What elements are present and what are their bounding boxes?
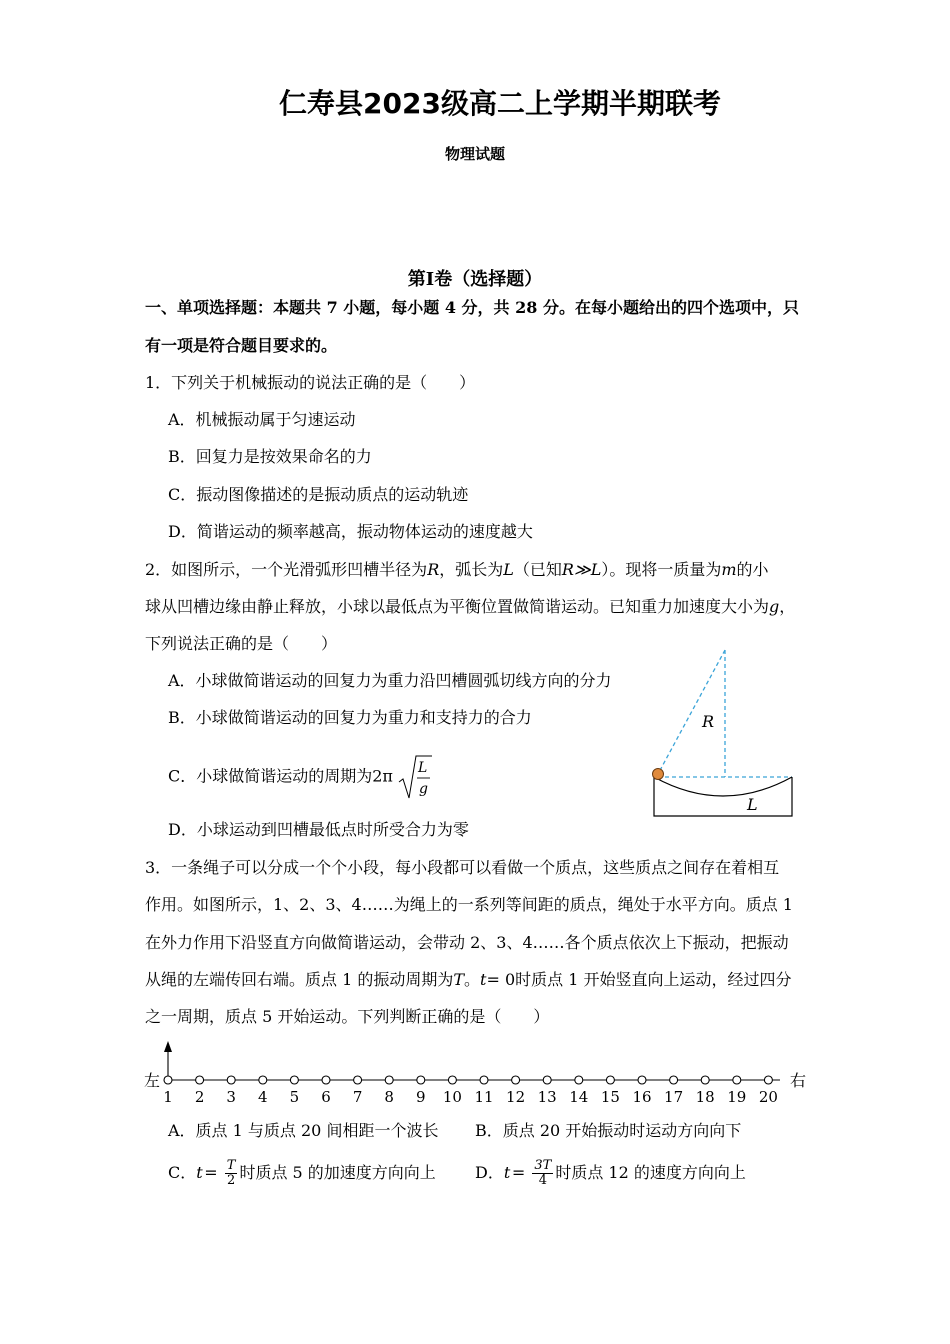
rope-point-8 [385, 1076, 393, 1084]
rope-point-14 [575, 1076, 583, 1084]
q2-option-c-sqrt [398, 754, 432, 800]
q3-stem-line1: 3．一条绳子可以分成一个个小段，每小段都可以看做一个质点，这些质点之间存在着相互 [145, 858, 780, 877]
rope-point-label-1: 1 [163, 1088, 173, 1106]
rope-point-label-5: 5 [289, 1088, 300, 1106]
rope-point-10 [448, 1076, 456, 1084]
groove-arc [654, 777, 792, 796]
label-L: L [747, 795, 758, 814]
label-R: R [702, 712, 715, 731]
rope-point-9 [417, 1076, 425, 1084]
q1-stem: 1．下列关于机械振动的说法正确的是（ ） [145, 373, 476, 392]
rope-point-label-14: 14 [569, 1088, 589, 1106]
rope-point-6 [322, 1076, 330, 1084]
rope-point-label-13: 13 [537, 1088, 557, 1106]
q3-option-d-fraction: $\frac{3T}{4}$ [534, 1158, 552, 1188]
rope-point-label-18: 18 [695, 1088, 715, 1106]
rope-point-label-20: 20 [758, 1088, 778, 1106]
rope-point-16 [638, 1076, 646, 1084]
q3-stem-line5: 之一周期，质点 5 开始运动。下列判断正确的是（ ） [145, 1007, 550, 1026]
q3-option-a: A．质点 1 与质点 20 间相距一个波长 [168, 1121, 439, 1140]
rope-point-label-19: 19 [727, 1088, 747, 1106]
rope-point-label-15: 15 [600, 1088, 620, 1106]
q2-option-c: C．小球做简谐运动的周期为2π L g [168, 754, 432, 800]
rope-point-17 [670, 1076, 678, 1084]
ball [653, 769, 664, 780]
q2-option-b: B．小球做简谐运动的回复力为重力和支持力的合力 [168, 708, 532, 727]
q3-stem-line4: 从绳的左端传回右端。质点 1 的振动周期为T。t= 0时质点 1 开始竖直向上运动，经过四分 [145, 970, 792, 989]
rope-point-11 [480, 1076, 488, 1084]
rope-point-label-4: 4 [258, 1088, 268, 1106]
q2-stem-line2: 球从凹槽边缘由静止释放，小球以最低点为平衡位置做简谐运动。已知重力加速度大小为g， [145, 597, 796, 616]
rope-point-1 [164, 1076, 172, 1084]
rope-point-19 [733, 1076, 741, 1084]
rope-point-label-17: 17 [664, 1088, 684, 1106]
rope-point-label-2: 2 [194, 1088, 205, 1106]
rope-point-label-16: 16 [632, 1088, 652, 1106]
page-subtitle: 物理试题 [444, 145, 505, 163]
page-title: 仁寿县2023级高二上学期半期联考 [279, 87, 721, 120]
rope-point-18 [701, 1076, 709, 1084]
label-left: 左 [144, 1071, 161, 1090]
q2-option-c-numerator: L [418, 760, 428, 776]
rope-point-5 [290, 1076, 298, 1084]
rope-point-20 [764, 1076, 772, 1084]
rope-point-3 [227, 1076, 235, 1084]
q1-option-b: B．回复力是按效果命名的力 [168, 447, 372, 466]
rope-point-label-9: 9 [416, 1088, 426, 1106]
rope-point-label-3: 3 [226, 1088, 236, 1106]
q2-option-a: A．小球做简谐运动的回复力为重力沿凹槽圆弧切线方向的分力 [168, 671, 612, 690]
q3-stem-line3: 在外力作用下沿竖直方向做简谐运动，会带动 2、3、4……各个质点依次上下振动，把振动 [145, 933, 789, 952]
q2-option-c-denominator: g [419, 781, 429, 797]
q2-option-d: D．小球运动到凹槽最低点时所受合力为零 [168, 820, 469, 839]
rope-point-label-6: 6 [321, 1088, 331, 1106]
q3-option-c-fraction: $\frac{T}{2}$ [226, 1158, 236, 1188]
part-heading: 第Ⅰ卷（选择题） [407, 269, 543, 290]
q3-rope-figure [140, 1040, 820, 1110]
q1-option-c: C．振动图像描述的是振动质点的运动轨迹 [168, 485, 469, 504]
rope-point-label-11: 11 [474, 1088, 494, 1106]
rope-point-label-10: 10 [442, 1088, 462, 1106]
rope-point-4 [259, 1076, 267, 1084]
section-instructions-line2: 有一项是符合题目要求的。 [145, 336, 338, 355]
q2-stem-line3: 下列说法正确的是（ ） [145, 634, 338, 653]
q1-option-d: D．简谐运动的频率越高，振动物体运动的速度越大 [168, 522, 533, 541]
rope-point-13 [543, 1076, 551, 1084]
rope-point-2 [196, 1076, 204, 1084]
up-arrow-head [164, 1041, 172, 1052]
q1-option-a: A．机械振动属于匀速运动 [168, 410, 356, 429]
q2-option-c-coef: 2π [372, 766, 393, 786]
section-instructions-line1: 一、单项选择题：本题共 7 小题，每小题 4 分，共 28 分。在每小题给出的四个选项中，只 [145, 298, 799, 317]
rope-point-label-7: 7 [352, 1088, 363, 1106]
label-right: 右 [790, 1071, 807, 1090]
radius-slant-line [658, 650, 725, 774]
rope-point-15 [606, 1076, 614, 1084]
q3-option-b: B．质点 20 开始振动时运动方向向下 [475, 1121, 742, 1140]
rope-point-label-8: 8 [384, 1088, 394, 1106]
rope-point-12 [512, 1076, 520, 1084]
q3-option-d: D．t = $\frac{3T}{4}$ 时质点 12 的速度方向向上 [475, 1158, 746, 1188]
q3-option-c: C．t = $\frac{T}{2}$ 时质点 5 的加速度方向向上 [168, 1158, 436, 1188]
q3-stem-line2: 作用。如图所示，1、2、3、4……为绳上的一系列等间距的质点，绳处于水平方向。质点 1 [145, 895, 793, 914]
rope-point-7 [354, 1076, 362, 1084]
q2-stem-line1: 2．如图所示，一个光滑弧形凹槽半径为R，弧长为L（已知R≫L）。现将一质量为m的小 [145, 560, 769, 579]
q2-groove-figure [640, 640, 810, 825]
rope-point-label-12: 12 [506, 1088, 526, 1106]
